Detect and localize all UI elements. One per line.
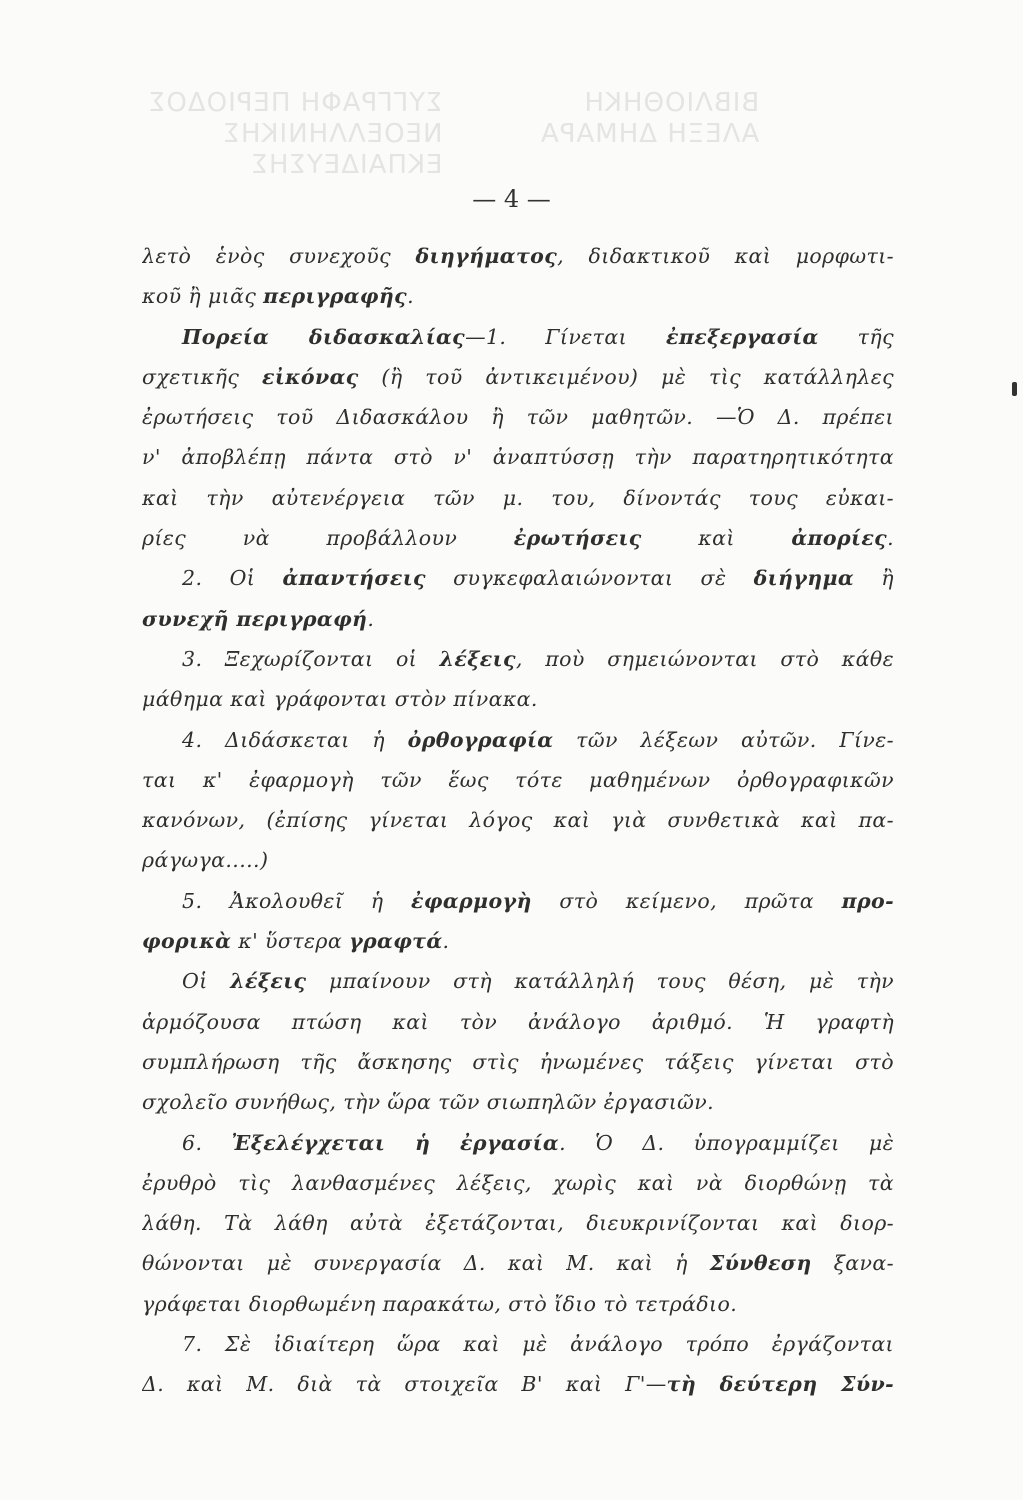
text-line bbox=[142, 1364, 894, 1404]
text-run: λάθη. Τὰ λάθη αὐτὰ ἐξετάζονται, διευκρινίζονται καὶ διορ- bbox=[142, 1211, 894, 1236]
text-line bbox=[142, 478, 894, 518]
text-run: 2. Οἱ bbox=[182, 566, 283, 591]
text-line bbox=[142, 1082, 894, 1122]
bold-term: Ἐξελέγχεται ἡ ἐργασία bbox=[231, 1130, 560, 1155]
text-run: . Ὁ Δ. ὑπογραμμίζει μὲ bbox=[559, 1130, 894, 1155]
bold-term: διηγήματος bbox=[415, 244, 558, 268]
text-run: στὸ κείμενο, πρῶτα bbox=[531, 888, 842, 913]
bold-term: φορικὰ bbox=[142, 929, 232, 954]
text-line bbox=[142, 921, 894, 961]
bold-term: διήγημα bbox=[753, 566, 855, 591]
text-line bbox=[142, 1203, 894, 1243]
text-run: ρίες νὰ προβάλλουν bbox=[142, 526, 514, 551]
bold-term: ἐφαρμογὴ bbox=[411, 888, 532, 913]
bold-term: τὴ δεύτερη Σύν- bbox=[666, 1372, 894, 1397]
text-run: 3. Ξεχωρίζονται οἱ bbox=[182, 646, 440, 671]
text-run: καὶ τὴν αὐτενέργεια τῶν μ. του, δίνοντάς τους εὐκαι- bbox=[142, 485, 894, 510]
text-run: τῶν λέξεων αὐτῶν. Γίνε- bbox=[553, 727, 894, 752]
text-line bbox=[142, 800, 894, 840]
bold-term: Σύνθεση bbox=[709, 1251, 812, 1276]
text-run: ν' ἀποβλέπῃ πάντα στὸ ν' ἀναπτύσσῃ τὴν παρατηρητικότητα bbox=[142, 445, 894, 470]
bold-term: ἀπαντήσεις bbox=[282, 566, 426, 591]
text-run: σχολεῖο συνήθως, τὴν ὥρα τῶν σιωπηλῶν ἐργασιῶν. bbox=[142, 1090, 715, 1115]
text-line bbox=[142, 1163, 894, 1203]
text-line bbox=[142, 760, 894, 800]
bleed-through-stamp-left: ΣΥΓΓΡΑΦΗ ΠΕΡΙΟΔΟΣ ΝΕΟΕΛΛΗΝΙΚΗΣ ΕΚΠΑΙΔΕΥΣΗΣ bbox=[148, 88, 443, 180]
text-run: συμπλήρωση τῆς ἄσκησης στὶς ἠνωμένες τάξεις γίνεται στὸ bbox=[142, 1049, 894, 1074]
page-number: — 4 — bbox=[472, 185, 551, 213]
text-run: Δ. καὶ Μ. διὰ τὰ στοιχεῖα Β' καὶ Γ'— bbox=[142, 1372, 667, 1397]
text-run: ἐρωτήσεις τοῦ Διδασκάλου ἢ τῶν μαθητῶν. —Ὁ Δ. πρέπει bbox=[142, 405, 894, 430]
text-line bbox=[142, 236, 894, 276]
text-line bbox=[142, 679, 894, 719]
text-run: 5. Ἀκολουθεῖ ἡ bbox=[182, 888, 412, 913]
text-line bbox=[142, 639, 894, 679]
bold-term: ἐρωτήσεις bbox=[513, 526, 642, 551]
bold-term: συνεχῆ περιγραφή bbox=[142, 606, 368, 631]
text-run: μάθημα καὶ γράφονται στὸν πίνακα. bbox=[142, 687, 538, 712]
bleed-through-stamp-right: ΒΙΒΛΙΟΘΗΚΗ ΑΛΕΞΗ ΔΗΜΑΡΑ bbox=[540, 88, 760, 149]
text-line bbox=[142, 599, 894, 639]
text-line bbox=[142, 1123, 894, 1163]
text-run: κοῦ ἢ μιᾶς bbox=[142, 284, 264, 309]
bold-term: λέξεις bbox=[230, 969, 307, 994]
text-run: . bbox=[887, 526, 894, 551]
text-run: ται κ' ἐφαρμογὴ τῶν ἕως τότε μαθημένων ὀρθογραφικῶν bbox=[142, 767, 894, 792]
text-line bbox=[142, 720, 894, 760]
text-line bbox=[142, 1042, 894, 1082]
text-line bbox=[142, 1243, 894, 1283]
text-run: ἁρμόζουσα πτώση καὶ τὸν ἀνάλογο ἀριθμό. Ἡ γραφτὴ bbox=[142, 1009, 894, 1034]
text-line bbox=[142, 357, 894, 397]
text-run: 7. Σὲ ἰδιαίτερη ὥρα καὶ μὲ ἀνάλογο τρόπο ἐργάζονται bbox=[182, 1332, 894, 1357]
text-run: ἐρυθρὸ τὶς λανθασμένες λέξεις, χωρὶς καὶ νὰ διορθώνῃ τὰ bbox=[142, 1170, 894, 1195]
text-line bbox=[142, 840, 894, 880]
bold-term: εἰκόνας bbox=[261, 364, 359, 389]
text-run: γράφεται διορθωμένη παρακάτω, στὸ ἴδιο τὸ τετράδιο. bbox=[142, 1291, 738, 1316]
text-run: ξανα- bbox=[811, 1251, 894, 1276]
bold-term: λέξεις bbox=[439, 646, 516, 671]
text-run: μορφωτι- bbox=[795, 244, 894, 268]
text-line bbox=[142, 881, 894, 921]
text-line bbox=[142, 1324, 894, 1364]
text-run: κ' ὕστερα bbox=[231, 929, 350, 954]
text-line bbox=[142, 397, 894, 437]
text-run: , ποὺ σημειώνονται στὸ κάθε bbox=[515, 646, 894, 671]
text-line bbox=[142, 961, 894, 1001]
text-run: κανόνων, (ἐπίσης γίνεται λόγος καὶ γιὰ συνθετικὰ καὶ πα- bbox=[142, 808, 894, 833]
text-run: τῆς bbox=[818, 324, 894, 349]
text-run: 6. bbox=[182, 1130, 232, 1155]
bold-term: περιγραφῆς bbox=[263, 284, 408, 309]
text-line bbox=[142, 276, 894, 316]
text-run: , διδακτικοῦ καὶ bbox=[557, 244, 796, 268]
text-line bbox=[142, 317, 894, 357]
text-run: συγκεφαλαιώνονται σὲ bbox=[425, 566, 754, 591]
text-run: λετὸ ἑνὸς συνεχοῦς bbox=[142, 244, 416, 268]
text-line bbox=[142, 558, 894, 598]
text-run: Οἱ bbox=[182, 969, 231, 994]
text-line bbox=[142, 518, 894, 558]
bold-term: ὀρθογραφία bbox=[407, 727, 554, 752]
text-run: (ἢ τοῦ ἀντικειμένου) μὲ τὶς κατάλληλες bbox=[358, 364, 894, 389]
body-text bbox=[142, 236, 894, 1405]
text-run: . bbox=[407, 284, 414, 309]
text-run: —1. Γίνεται bbox=[465, 324, 667, 349]
text-line bbox=[142, 1284, 894, 1324]
bold-term: Πορεία διδασκαλίας bbox=[182, 324, 466, 349]
margin-mark bbox=[1012, 382, 1017, 396]
text-run: σχετικῆς bbox=[142, 364, 262, 389]
bold-term: ἐπεξεργασία bbox=[666, 324, 819, 349]
text-line bbox=[142, 1002, 894, 1042]
text-run: καὶ bbox=[641, 526, 792, 551]
text-run: θώνονται μὲ συνεργασία Δ. καὶ Μ. καὶ ἡ bbox=[142, 1251, 710, 1276]
text-run: ράγωγα.....) bbox=[142, 848, 269, 873]
text-run: ἢ bbox=[854, 566, 894, 591]
text-run: 4. Διδάσκεται ἡ bbox=[182, 727, 408, 752]
bold-term: προ- bbox=[841, 888, 894, 913]
text-run: . bbox=[367, 606, 375, 631]
text-line bbox=[142, 437, 894, 477]
bold-term: γραφτά bbox=[349, 929, 443, 954]
text-run: . bbox=[442, 929, 450, 954]
bold-term: ἀπορίες bbox=[791, 526, 888, 551]
text-run: μπαίνουν στὴ κατάλληλή τους θέση, μὲ τὴν bbox=[306, 969, 894, 994]
